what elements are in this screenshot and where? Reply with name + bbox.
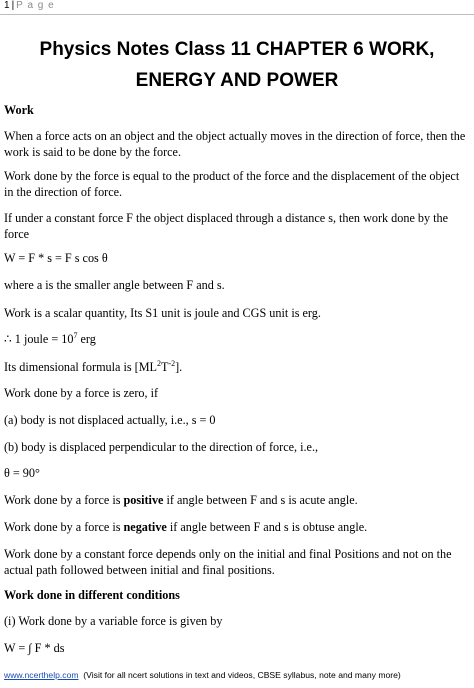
formula-variable-work: W = ∫ F * ds [4,641,65,655]
condition-a: (a) body is not displaced actually, i.e., s = 0 [4,413,216,427]
angle-90: θ = 90° [4,466,40,480]
page-number: 1 [4,0,10,11]
paragraph-constant-force: If under a constant force F the object displaced through a distance s, then work done by the force [4,211,449,241]
header-separator: | [11,0,15,11]
page-title [0,34,474,96]
condition-b: (b) body is displaced perpendicular to the direction of force, i.e., [4,440,319,454]
heading-conditions: Work done in different conditions [4,588,180,602]
page-header [4,0,55,11]
formula-work: W = F * s = F s cos θ [4,251,108,265]
title-line-1: Physics Notes Class 11 CHAPTER 6 WORK, [39,39,435,60]
paragraph-zero-work: Work done by a force is zero, if [4,386,159,400]
paragraph-scalar: Work is a scalar quantity, Its S1 unit is joule and CGS unit is erg. [4,306,321,320]
header-divider [0,14,474,15]
paragraph-variable-force: (i) Work done by a variable force is given by [4,614,223,628]
page-label: P a g e [16,0,55,11]
paragraph-positive: Work done by a force is positive if angle between F and s is acute angle. [4,493,358,507]
formula-joule: ∴ 1 joule = $10^7$ erg [4,331,96,346]
dimensional-formula: Its dimensional formula is $[ML^2T^{-2}]$. [4,359,183,374]
footer-website-link[interactable]: www.ncerthelp.com [4,670,79,680]
paragraph-product: Work done by the force is equal to the product of the force and the displacement of the object in the direction of force. [4,169,460,199]
heading-work: Work [4,103,34,117]
footer-note: (Visit for all ncert solutions in text and videos, CBSE syllabus, note and many more) [83,670,401,680]
paragraph-negative: Work done by a force is negative if angle between F and s is obtuse angle. [4,520,368,534]
page-footer [4,670,401,680]
title-line-2: ENERGY AND POWER [135,70,339,91]
paragraph-angle: where a is the smaller angle between F and s. [4,278,225,292]
paragraph-path-independence: Work done by a constant force depends only on the initial and final Positions and not on the actual path followed between initial and final positions. [4,547,452,577]
paragraph-definition: When a force acts on an object and the object actually moves in the direction of force, then the work is said to be done by the force. [4,129,466,159]
